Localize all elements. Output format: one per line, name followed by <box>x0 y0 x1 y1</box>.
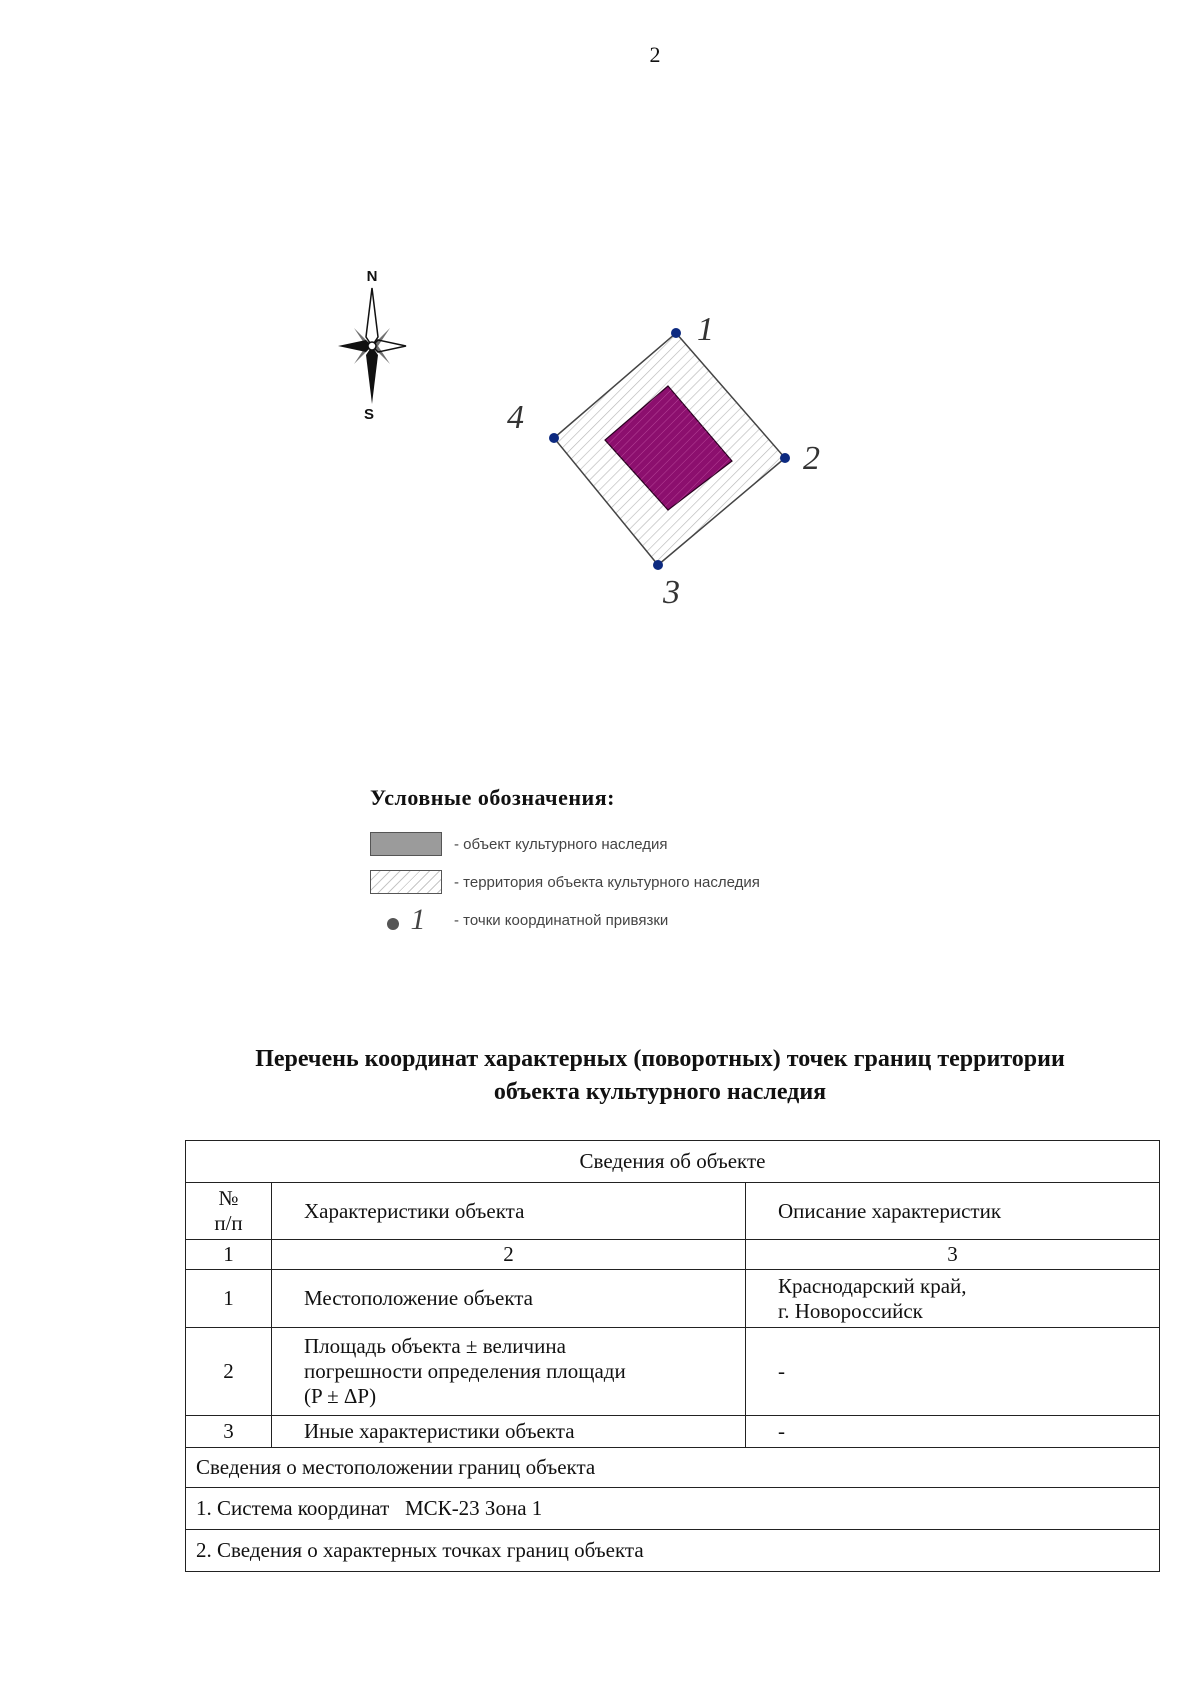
row-number: 2 <box>186 1328 272 1416</box>
point-2-label: 2 <box>803 440 820 477</box>
legend-item-territory <box>370 863 760 901</box>
legend-item-object <box>370 825 760 863</box>
site-boundary <box>507 311 820 611</box>
row-number: 1 <box>186 1270 272 1328</box>
legend-title: Условные обозначения: <box>370 785 615 810</box>
row-characteristic: Иные характеристики объекта <box>272 1416 746 1448</box>
point-4-label: 4 <box>507 399 524 436</box>
compass-rose-icon <box>338 268 406 423</box>
page-number: 2 <box>649 42 661 67</box>
point-dot-icon <box>370 903 442 936</box>
column-header-description: Описание характеристик <box>746 1183 1160 1240</box>
document-title <box>160 1043 1160 1109</box>
point-3-label: 3 <box>663 574 680 611</box>
point-4-marker <box>549 433 559 443</box>
column-number: 2 <box>272 1240 746 1270</box>
legend <box>370 785 760 939</box>
document-title-line: объекта культурного наследия <box>493 1079 827 1105</box>
point-3-marker <box>653 560 663 570</box>
legend-item-points <box>370 901 760 939</box>
column-number: 3 <box>746 1240 1160 1270</box>
point-2-marker <box>780 453 790 463</box>
table-header: Сведения об объекте <box>186 1141 1160 1183</box>
table-row <box>186 1328 1160 1416</box>
compass-north-label: N <box>366 268 378 285</box>
compass-south-label: S <box>363 406 375 423</box>
row-number: 3 <box>186 1416 272 1448</box>
object-info-table <box>185 1140 1160 1572</box>
site-scheme <box>0 0 1200 700</box>
legend-item-label: - точки координатной привязки <box>454 911 669 929</box>
point-1-label: 1 <box>697 311 714 348</box>
row-description: Краснодарский край, г. Новороссийск <box>746 1270 1160 1328</box>
object-swatch-icon <box>370 832 442 856</box>
territory-swatch-icon <box>370 870 442 894</box>
points-info-row: 2. Сведения о характерных точках границ объекта <box>186 1530 1160 1572</box>
column-header-number: № п/п <box>186 1183 272 1240</box>
section-header: Сведения о местоположении границ объекта <box>186 1448 1160 1488</box>
legend-point-number: 1 <box>410 903 426 936</box>
point-1-marker <box>671 328 681 338</box>
table-row <box>186 1270 1160 1328</box>
legend-item-label: - объект культурного наследия <box>454 835 668 853</box>
document-title-line: Перечень координат характерных (поворотных) точек границ территории <box>255 1046 1065 1072</box>
row-description: - <box>746 1328 1160 1416</box>
legend-item-label: - территория объекта культурного наследия <box>454 873 760 891</box>
column-number: 1 <box>186 1240 272 1270</box>
row-characteristic: Местоположение объекта <box>272 1270 746 1328</box>
coordinate-system-row: 1. Система координат МСК-23 Зона 1 <box>186 1488 1160 1530</box>
table-row <box>186 1416 1160 1448</box>
row-description: - <box>746 1416 1160 1448</box>
column-header-characteristic: Характеристики объекта <box>272 1183 746 1240</box>
row-characteristic: Площадь объекта ± величина погрешности определения площади (P ± ΔP) <box>272 1328 746 1416</box>
